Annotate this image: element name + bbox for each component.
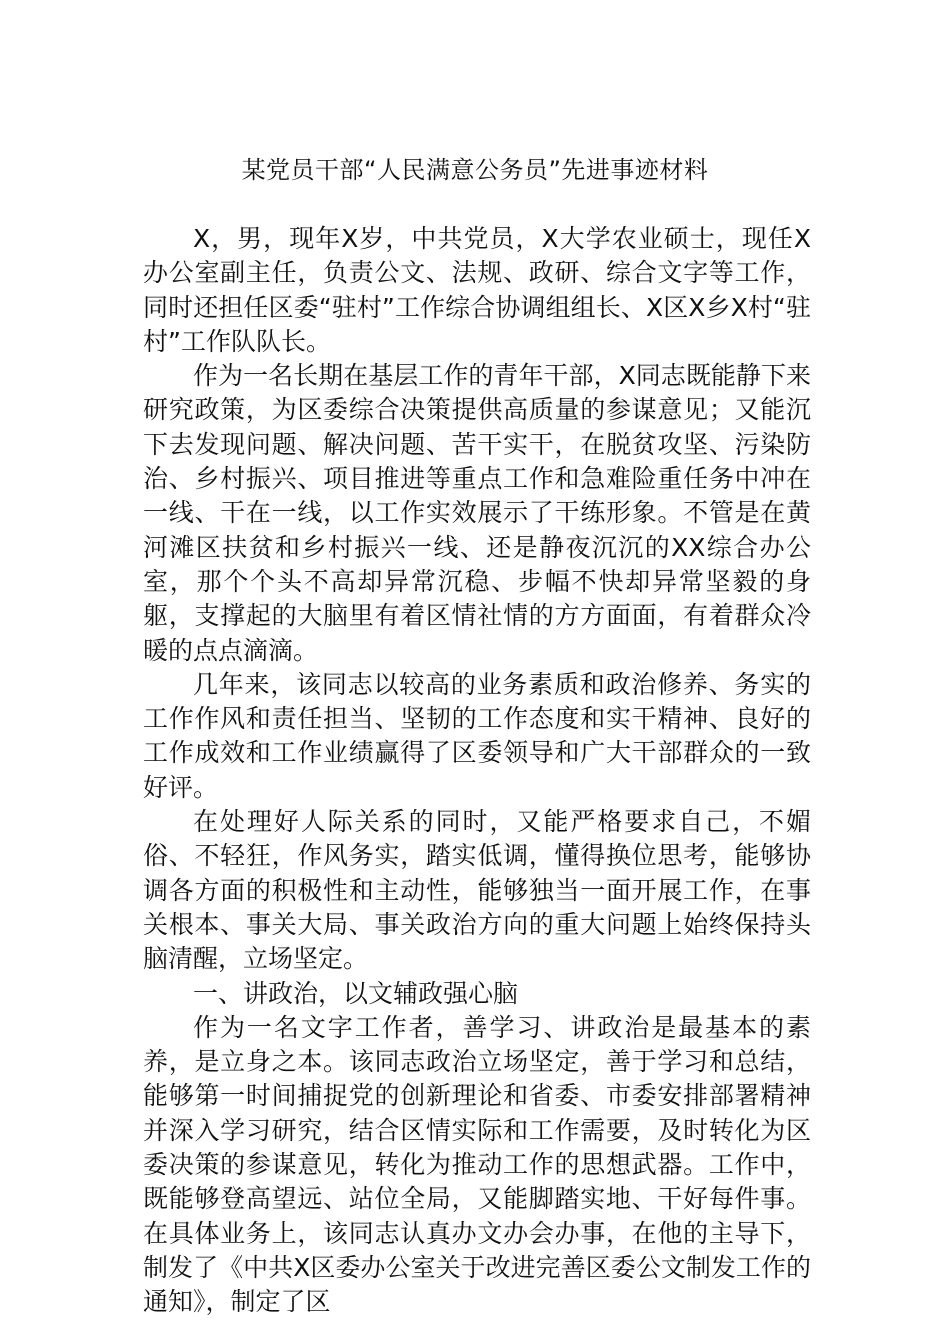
paragraph-intro: X，男，现年X岁，中共党员，X大学农业硕士，现任X办公室副主任，负责公文、法规、政研、综合文字等工作，同时还担任区委“驻村”工作综合协调组组长、X区X乡X村“驻村”工作队队长。 (143, 224, 811, 356)
document-title: 某党员干部“人民满意公务员”先进事迹材料 (241, 156, 709, 184)
paragraph-relations: 在处理好人际关系的同时，又能严格要求自己，不媚俗、不轻狂，作风务实，踏实低调，懂得换位思考，能够协调各方面的积极性和主动性，能够独当一面开展工作，在事关根本、事关大局、事关政治方向的重大问题上始终保持头脑清醒，立场坚定。 (143, 807, 811, 974)
paragraph-recent-years: 几年来，该同志以较高的业务素质和政治修养、务实的工作作风和责任担当、坚韧的工作态度和实干精神、良好的工作成效和工作业绩赢得了区委领导和广大干部群众的一致好评。 (143, 669, 811, 802)
paragraph-politics: 作为一名文字工作者，善学习、讲政治是最基本的素养，是立身之本。该同志政治立场坚定，善于学习和总结，能够第一时间捕捉党的创新理论和省委、市委安排部署精神并深入学习研究，结合区情实际和工作需要，及时转化为区委决策的参谋意见，转化为推动工作的思想武器。工作中，既能够登高望远、站位全局，又能脚踏实地、干好每件事。在具体业务上，该同志认真办文办会办事，在他的主导下，制发了《中共X区委办公室关于改进完善区委公文制发工作的通知》，制定了区 (143, 1012, 811, 1317)
section-heading-politics: 一、讲政治，以文辅政强心脑 (193, 978, 519, 1008)
document-body (143, 222, 811, 1320)
paragraph-young-cadre: 作为一名长期在基层工作的青年干部，X同志既能静下来研究政策，为区委综合决策提供高质量的参谋意见；又能沉下去发现问题、解决问题、苦干实干，在脱贫攻坚、污染防治、乡村振兴、项目推进等重点工作和急难险重任务中冲在一线、干在一线，以工作实效展示了干练形象。不管是在黄河滩区扶贫和乡村振兴一线、还是静夜沉沉的XX综合办公室，那个个头不高却异常沉稳、步幅不快却异常坚毅的身躯，支撑起的大脑里有着区情社情的方方面面，有着群众冷暖的点点滴滴。 (143, 361, 811, 665)
